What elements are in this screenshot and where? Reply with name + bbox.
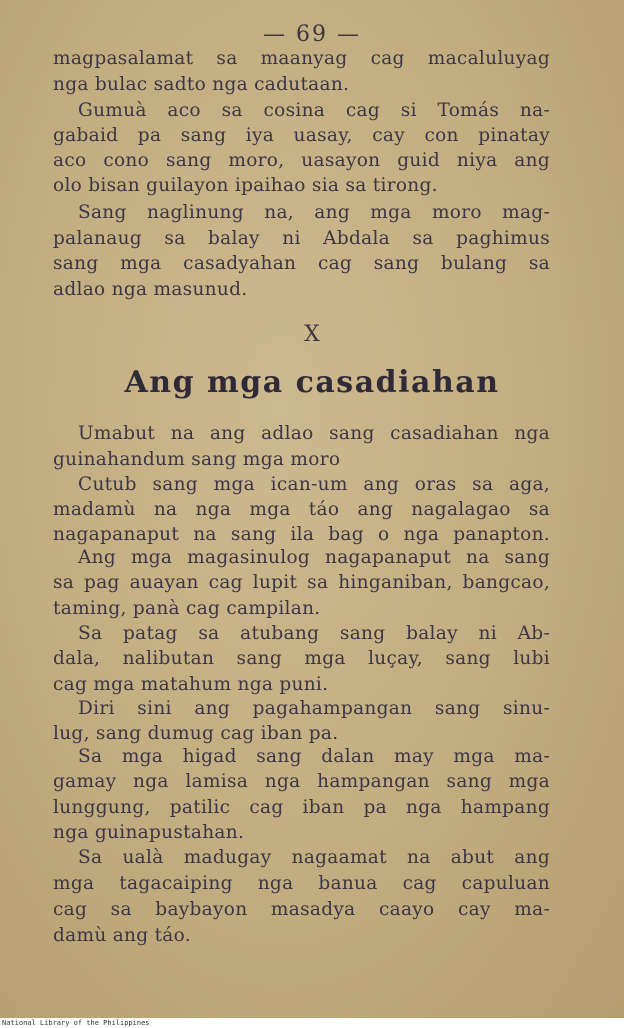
- text-line: Sa ualà madugay nagaamat na abut ang: [78, 847, 550, 868]
- text-line: madamù na nga mga táo ang nagalagao sa: [53, 499, 550, 520]
- text-line: mga tagacaiping nga banua cag capuluan: [53, 873, 550, 894]
- text-line: Sang naglinung na, ang mga moro mag-: [78, 202, 550, 223]
- text-line: taming, panà cag campilan.: [53, 598, 321, 619]
- text-line: sang mga casadyahan cag sang bulang sa: [53, 253, 550, 274]
- text-line: magpasalamat sa maanyag cag macaluluyag: [53, 48, 550, 69]
- text-line: palanaug sa balay ni Abdala sa paghimus: [53, 228, 550, 249]
- text-line: Umabut na ang adlao sang casadiahan nga: [78, 423, 550, 444]
- text-line: olo bisan guilayon ipaihao sia sa tirong.: [53, 175, 438, 196]
- text-line: Gumuà aco sa cosina cag si Tomás na-: [78, 100, 550, 121]
- section-numeral: X: [304, 322, 320, 347]
- text-line: gamay nga lamisa nga hampangan sang mga: [53, 771, 550, 792]
- text-line: Diri sini ang pagahampangan sang sinu-: [78, 698, 550, 719]
- text-line: nga bulac sadto nga cadutaan.: [53, 74, 350, 95]
- library-footer: National Library of the Philippines: [2, 1019, 150, 1027]
- text-line: aco cono sang moro, uasayon guid niya ang: [53, 150, 550, 171]
- text-line: Sa patag sa atubang sang balay ni Ab-: [78, 623, 550, 644]
- text-line: guinahandum sang mga moro: [53, 449, 341, 470]
- text-line: adlao nga masunud.: [53, 279, 248, 300]
- text-line: damù ang táo.: [53, 925, 191, 946]
- text-line: sa pag auayan cag lupit sa hinganiban, bangcao,: [53, 572, 550, 593]
- text-line: dala, nalibutan sang mga luçay, sang lubi: [53, 648, 550, 669]
- text-line: Ang mga magasinulog nagapanaput na sang: [78, 547, 550, 568]
- text-line: Cutub sang mga ican-um ang oras sa aga,: [78, 474, 550, 495]
- chapter-title: Ang mga casadiahan: [124, 365, 500, 400]
- text-line: cag mga matahum nga puni.: [53, 674, 329, 695]
- text-line: lug, sang dumug cag iban pa.: [53, 723, 339, 744]
- text-line: cag sa baybayon masadya caayo cay ma-: [53, 899, 550, 920]
- page-number: — 69 —: [263, 22, 361, 47]
- text-line: nagapanaput na sang ila bag o nga panapton.: [53, 524, 550, 545]
- text-line: gabaid pa sang iya uasay, cay con pinatay: [53, 125, 550, 146]
- text-line: nga guinapustahan.: [53, 822, 245, 843]
- text-line: Sa mga higad sang dalan may mga ma-: [78, 746, 550, 767]
- text-line: lunggung, patilic cag iban pa nga hampang: [53, 797, 550, 818]
